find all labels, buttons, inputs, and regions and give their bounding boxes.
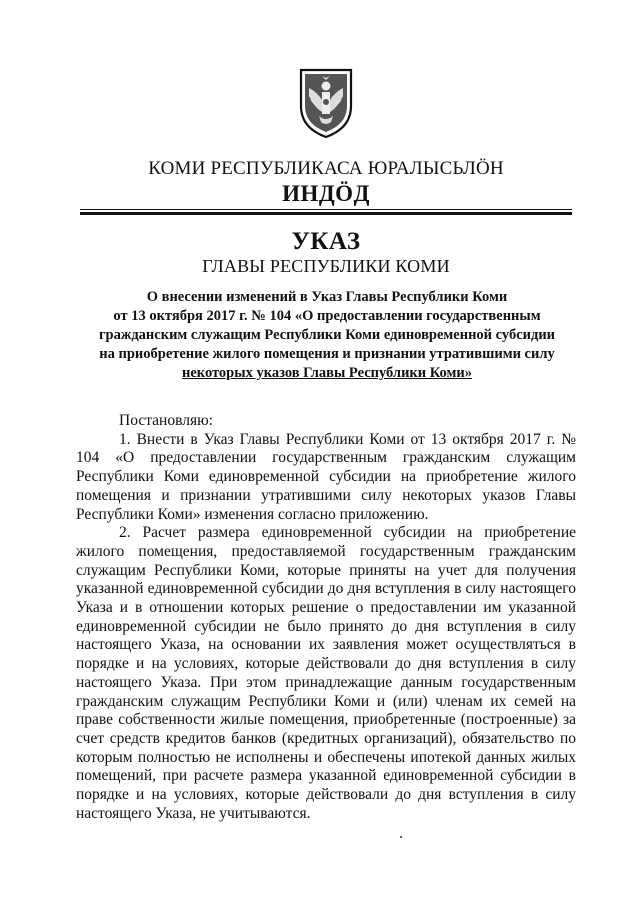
indod-heading: ИНДÖД [282,181,370,206]
komi-coat-of-arms-icon [297,66,355,140]
glava-heading: ГЛАВЫ РЕСПУБЛИКИ КОМИ [202,256,450,276]
decree-body [76,412,576,823]
header-rule-thick [80,212,572,215]
subject-line-3: гражданским служащим Республики Коми единовременной субсидии [98,327,556,343]
subject-line-2: от 13 октября 2017 г. № 104 «О предоставлении государственным [113,308,541,324]
scan-dot [400,836,402,838]
subject-line-5: некоторых указов Главы Республики Коми» [181,365,472,381]
ukaz-heading: УКАЗ [291,228,361,255]
paragraph-2: 2. Расчет размера единовременной субсидии на приобретение жилого помещения, предоставляемой государственным гражданским служащим Республики Коми, которые приняты на учет для получения указанной единовременной субсидии до дня вступления в силу настоящего Указа и в отношении которых решение о предоставлении им указанной единовременной субсидии не было принято до дня вступления в силу настоящего Указа, на основании их заявления может осуществляться в порядке и на условиях, которые действовали до дня вступления в силу настоящего Указа. При этом принадлежащие данным государственным гражданским служащим Республики Коми и (или) членам их семей на праве собственности жилые помещения, приобретенные (построенные) за счет средств кредитов банков (кредитных организаций), обязательство по которым полностью не исполнены и обеспечены ипотекой данных жилых помещений, при расчете размера указанной единовременной субсидии в порядке и на условиях, которые действовали до дня вступления в силу настоящего Указа, не учитываются. [76,524,576,822]
subject-line-1: О внесении изменений в Указ Главы Республики Коми [146,289,508,305]
subject-line-4: на приобретение жилого помещения и признании утратившими силу [99,346,555,362]
postanovlyayu-text: Постановляю: [119,412,213,429]
paragraph-1: 1. Внести в Указ Главы Республики Коми от 13 октября 2017 г. № 104 «О предоставлении государственным гражданским служащим Республики Коми единовременной субсидии на приобретение жилого помещения и признании утратившими силу некоторых указов Главы Республики Коми» изменения согласно приложению. [76,430,576,523]
header-rule-thin [80,209,572,210]
komi-republic-title: КОМИ РЕСПУБЛИКАСА ЮРАЛЫСЬЛÖН [148,158,504,179]
decree-subject [76,288,578,383]
